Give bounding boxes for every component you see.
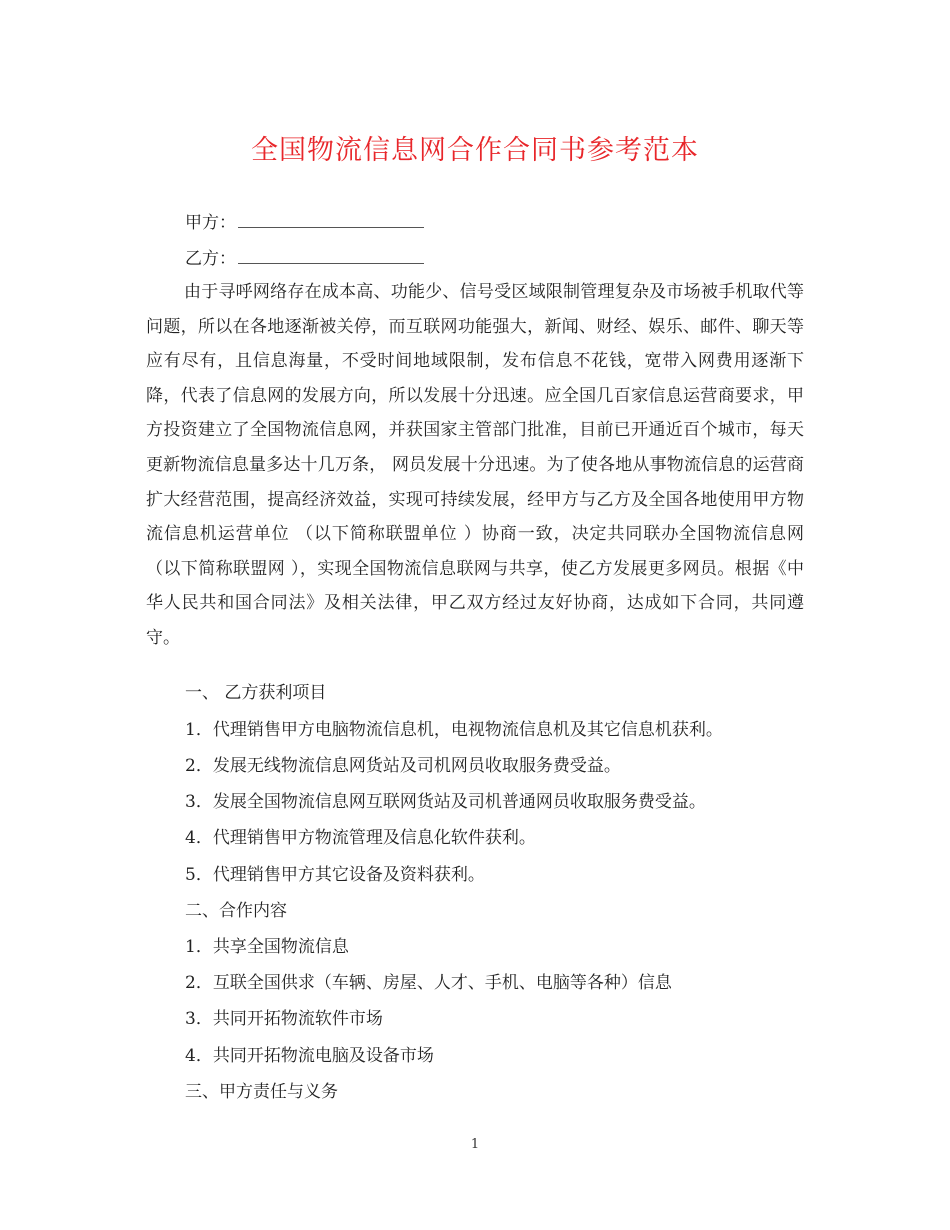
party-a-label: 甲方： xyxy=(185,213,236,233)
page-number: 1 xyxy=(470,1137,480,1152)
section-2-item: 4．共同开拓物流电脑及设备市场 xyxy=(185,1046,434,1066)
section-2-item: 2．互联全国供求（车辆、房屋、人才、手机、电脑等各种）信息 xyxy=(185,973,672,993)
section-1-item: 3．发展全国物流信息网互联网货站及司机普通网员收取服务费受益。 xyxy=(185,792,706,812)
party-a-field xyxy=(185,211,424,234)
section-1-item: 2．发展无线物流信息网货站及司机网员收取服务费受益。 xyxy=(185,756,621,776)
party-a-blank-line xyxy=(238,211,424,228)
section-1-item: 5．代理销售甲方其它设备及资料获利。 xyxy=(185,865,485,885)
section-1-item: 1．代理销售甲方电脑物流信息机，电视物流信息机及其它信息机获利。 xyxy=(185,720,723,740)
section-1-heading: 一、 乙方获利项目 xyxy=(185,683,327,703)
party-b-label: 乙方： xyxy=(185,249,236,269)
document-title: 全国物流信息网合作合同书参考范本 xyxy=(251,135,699,166)
section-2-item: 3．共同开拓物流软件市场 xyxy=(185,1009,383,1029)
section-2-item: 1．共享全国物流信息 xyxy=(185,937,349,957)
section-3-heading: 三、甲方责任与义务 xyxy=(185,1082,338,1102)
party-b-field xyxy=(185,247,424,270)
party-b-blank-line xyxy=(238,247,424,264)
intro-paragraph: 由于寻呼网络存在成本高、功能少、信号受区域限制管理复杂及市场被手机取代等问题，所以在各地逐渐被关停，而互联网功能强大，新闻、财经、娱乐、邮件、聊天等应有尽有，且信息海量，不受时间地域限制，发布信息不花钱，宽带入网费用逐渐下降，代表了信息网的发展方向，所以发展十分迅速。应全国几百家信息运营商要求，甲方投资建立了全国物流信息网，并获国家主管部门批准，目前已开通近百个城市，每天更新物流信息量多达十几万条， 网员发展十分迅速。为了使各地从事物流信息的运营商扩大经营范围，提高经济效益，实现可持续发展，经甲方与乙方及全国各地使用甲方物流信息机运营单位 （以下简称联盟单位 ）协商一致，决定共同联办全国物流信息网 （以下简称联盟网 ），实现全国物流信息联网与共享，使乙方发展更多网员。根据《中华人民共和国合同法》及相关法律，甲乙双方经过友好协商，达成如下合同，共同遵守。 xyxy=(146,282,804,648)
section-2-heading: 二、合作内容 xyxy=(185,901,287,921)
section-1-item: 4．代理销售甲方物流管理及信息化软件获利。 xyxy=(185,828,536,848)
